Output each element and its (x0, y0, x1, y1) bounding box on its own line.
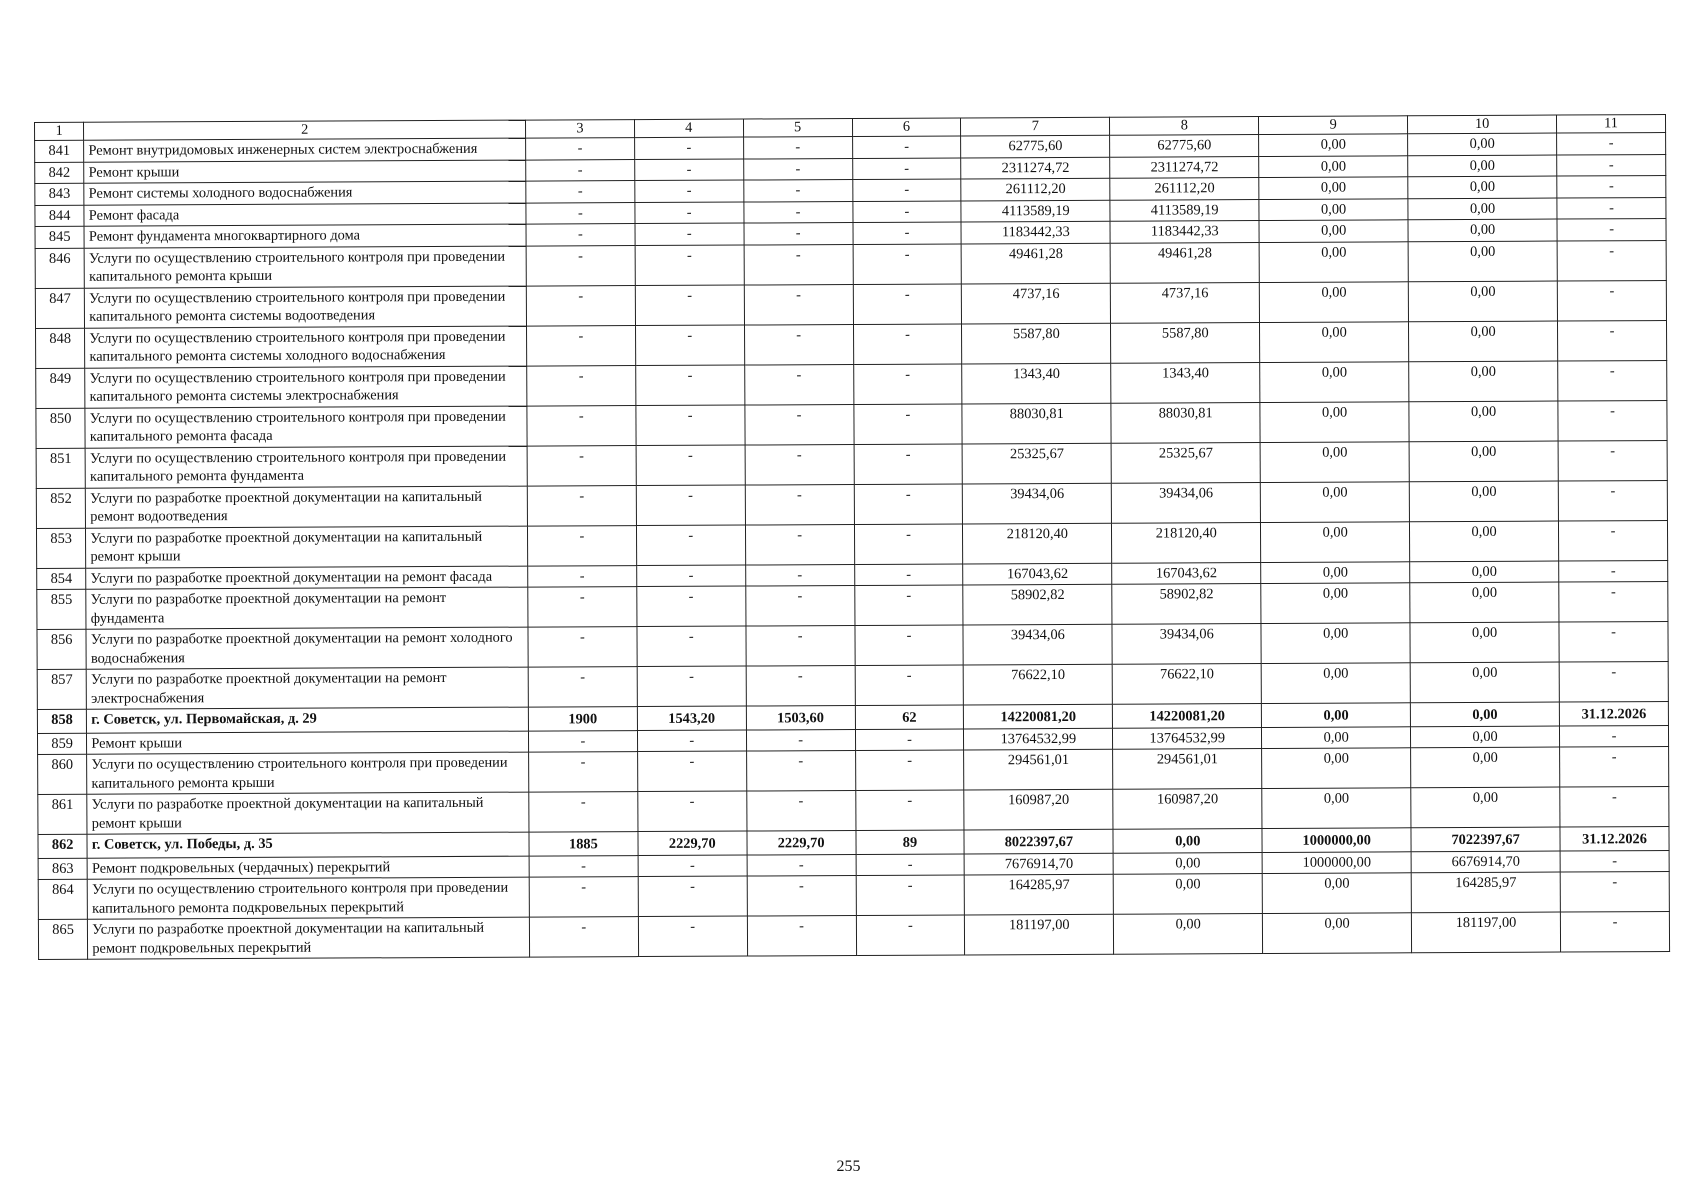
budget-cost-cell: 0,00 (1261, 583, 1410, 624)
owners-cost-cell: 0,00 (1409, 361, 1558, 402)
fund-cost-cell: 1343,40 (1111, 362, 1260, 403)
budget-cost-cell: 0,00 (1260, 441, 1409, 482)
area-living-cell: - (634, 159, 743, 181)
work-description-cell: Услуги по осуществлению строительного контроля при проведении капитального ремонта фасада (85, 406, 527, 448)
total-cost-cell: 164285,97 (965, 874, 1114, 915)
area-cell: - (527, 405, 636, 446)
residents-cell: - (855, 665, 964, 706)
area-residential-cell: - (743, 180, 852, 202)
total-cost-cell: 1183442,33 (961, 221, 1110, 243)
total-cost-cell: 25325,67 (962, 443, 1111, 484)
area-cell: - (529, 877, 638, 918)
work-description-cell: Услуги по осуществлению строительного контроля при проведении капитального ремонта фундамента (85, 446, 527, 488)
owners-cost-cell: 0,00 (1408, 176, 1557, 198)
area-living-cell: - (636, 445, 745, 486)
area-residential-cell: 2229,70 (747, 830, 856, 854)
total-cost-cell: 167043,62 (963, 563, 1112, 585)
owners-cost-cell: 0,00 (1408, 155, 1557, 177)
area-cell: - (529, 792, 638, 833)
area-residential-cell: - (743, 137, 852, 159)
area-cell: - (526, 285, 635, 326)
area-residential-cell: - (745, 404, 854, 445)
area-living-cell: - (635, 325, 744, 366)
total-cost-cell: 8022397,67 (964, 829, 1113, 853)
owners-cost-cell: 164285,97 (1411, 872, 1560, 913)
owners-cost-cell: 6676914,70 (1411, 851, 1560, 873)
work-description-cell: Услуги по разработке проектной документации на ремонт фундамента (86, 587, 528, 629)
area-living-cell: - (636, 565, 745, 587)
area-living-cell: - (638, 916, 747, 957)
document-sheet (34, 114, 1670, 960)
residents-cell: - (852, 136, 961, 158)
owners-cost-cell: 0,00 (1410, 662, 1559, 703)
total-cost-cell: 4113589,19 (961, 200, 1110, 222)
fund-cost-cell: 58902,82 (1112, 584, 1261, 625)
residents-cell: - (856, 915, 965, 956)
total-cost-cell: 1343,40 (962, 363, 1111, 404)
fund-cost-cell: 160987,20 (1113, 789, 1262, 830)
residents-cell: 62 (855, 705, 964, 729)
fund-cost-cell: 14220081,20 (1113, 704, 1262, 728)
deadline-cell: - (1560, 747, 1669, 788)
owners-cost-cell: 0,00 (1409, 401, 1558, 442)
total-cost-cell: 181197,00 (965, 914, 1114, 955)
row-number-cell: 856 (37, 629, 86, 669)
deadline-cell: - (1559, 582, 1668, 623)
budget-cost-cell: 0,00 (1259, 198, 1408, 220)
header-cell: 5 (743, 119, 852, 138)
budget-cost-cell: 0,00 (1260, 361, 1409, 402)
area-living-cell: - (638, 876, 747, 917)
fund-cost-cell: 2311274,72 (1110, 156, 1259, 178)
fund-cost-cell: 0,00 (1113, 829, 1262, 853)
area-living-cell: - (637, 626, 746, 667)
work-description-cell: Ремонт подкровельных (чердачных) перекрытий (87, 856, 529, 880)
area-cell: - (526, 181, 635, 203)
deadline-cell: - (1557, 154, 1666, 176)
owners-cost-cell: 0,00 (1408, 219, 1557, 241)
total-cost-cell: 294561,01 (964, 749, 1113, 790)
deadline-cell: - (1557, 197, 1666, 219)
fund-cost-cell: 261112,20 (1110, 178, 1259, 200)
fund-cost-cell: 218120,40 (1112, 522, 1261, 563)
deadline-cell: - (1559, 560, 1668, 582)
residents-cell: - (854, 585, 963, 626)
area-living-cell: - (638, 855, 747, 877)
area-living-cell: - (635, 365, 744, 406)
area-living-cell: - (635, 180, 744, 202)
area-residential-cell: - (744, 284, 853, 325)
area-cell: - (528, 667, 637, 708)
residents-cell: - (855, 728, 964, 750)
budget-cost-cell: 0,00 (1260, 321, 1409, 362)
total-cost-cell: 49461,28 (961, 243, 1110, 284)
deadline-cell: - (1557, 240, 1666, 281)
budget-cost-cell: 0,00 (1260, 401, 1409, 442)
residents-cell: - (854, 563, 963, 585)
owners-cost-cell: 0,00 (1410, 561, 1559, 583)
area-living-cell: - (634, 137, 743, 159)
residents-cell: - (852, 179, 961, 201)
row-number-cell: 851 (36, 448, 85, 488)
row-number-cell: 852 (36, 488, 85, 528)
residents-cell: - (854, 625, 963, 666)
deadline-cell: - (1558, 480, 1667, 521)
budget-cost-cell: 0,00 (1262, 726, 1411, 748)
area-living-cell: - (638, 791, 747, 832)
work-description-cell: Услуги по разработке проектной документации на капитальный ремонт крыши (86, 526, 528, 568)
work-description-cell: Услуги по разработке проектной документации на капитальный ремонт подкровельных перекрытий (88, 917, 530, 959)
area-living-cell: - (636, 485, 745, 526)
residents-cell: 89 (855, 830, 964, 854)
area-cell: 1885 (529, 832, 638, 856)
deadline-cell: - (1558, 320, 1667, 361)
row-number-cell: 842 (35, 162, 84, 184)
total-cost-cell: 62775,60 (961, 135, 1110, 157)
owners-cost-cell: 0,00 (1410, 622, 1559, 663)
row-number-cell: 853 (36, 528, 85, 568)
area-living-cell: - (637, 666, 746, 707)
residents-cell: - (853, 403, 962, 444)
area-cell: - (526, 159, 635, 181)
area-residential-cell: - (746, 729, 855, 751)
fund-cost-cell: 76622,10 (1112, 664, 1261, 705)
fund-cost-cell: 62775,60 (1110, 135, 1259, 157)
header-cell: 9 (1259, 116, 1408, 135)
fund-cost-cell: 39434,06 (1112, 482, 1261, 523)
area-cell: - (528, 587, 637, 628)
area-residential-cell: 1503,60 (746, 705, 855, 729)
deadline-cell: - (1558, 440, 1667, 481)
deadline-cell: - (1560, 872, 1669, 913)
header-cell: 3 (525, 120, 634, 139)
residents-cell: - (853, 323, 962, 364)
area-residential-cell: - (747, 875, 856, 916)
fund-cost-cell: 1183442,33 (1110, 221, 1259, 243)
owners-cost-cell: 0,00 (1410, 702, 1559, 726)
owners-cost-cell: 0,00 (1408, 198, 1557, 220)
residents-cell: - (854, 523, 963, 564)
header-cell: 10 (1408, 115, 1557, 134)
budget-cost-cell: 0,00 (1262, 703, 1411, 727)
area-cell: 1900 (528, 707, 637, 731)
work-description-cell: Ремонт системы холодного водоснабжения (84, 181, 526, 205)
budget-cost-cell: 0,00 (1259, 134, 1408, 156)
header-cell: 11 (1557, 115, 1666, 134)
total-cost-cell: 7676914,70 (964, 853, 1113, 875)
area-living-cell: - (635, 245, 744, 286)
area-residential-cell: - (745, 444, 854, 485)
area-residential-cell: - (746, 625, 855, 666)
owners-cost-cell: 0,00 (1408, 133, 1557, 155)
area-cell: - (528, 565, 637, 587)
residents-cell: - (853, 363, 962, 404)
row-number-cell: 859 (37, 733, 86, 755)
row-number-cell: 857 (37, 669, 86, 709)
total-cost-cell: 39434,06 (963, 483, 1112, 524)
work-description-cell: Ремонт фундамента многоквартирного дома (84, 224, 526, 248)
area-residential-cell: - (746, 665, 855, 706)
row-number-cell: 864 (38, 879, 87, 919)
area-living-cell: - (635, 223, 744, 245)
area-living-cell: - (635, 285, 744, 326)
work-description-cell: Ремонт фасада (84, 203, 526, 227)
total-cost-cell: 2311274,72 (961, 157, 1110, 179)
fund-cost-cell: 4113589,19 (1110, 199, 1259, 221)
row-number-cell: 849 (36, 368, 85, 408)
budget-cost-cell: 0,00 (1261, 561, 1410, 583)
deadline-cell: - (1559, 662, 1668, 703)
work-description-cell: Услуги по осуществлению строительного контроля при проведении капитального ремонта системы холодного водоснабжения (85, 326, 527, 368)
deadline-cell: - (1560, 787, 1669, 828)
deadline-cell: - (1560, 912, 1669, 953)
row-number-cell: 854 (37, 568, 86, 590)
area-cell: - (526, 202, 635, 224)
owners-cost-cell: 7022397,67 (1411, 827, 1560, 851)
deadline-cell: - (1559, 622, 1668, 663)
area-residential-cell: - (743, 158, 852, 180)
row-number-cell: 844 (35, 205, 84, 227)
residents-cell: - (852, 157, 961, 179)
area-living-cell: - (637, 586, 746, 627)
table-body (35, 133, 1670, 960)
area-living-cell: - (636, 525, 745, 566)
residents-cell: - (853, 222, 962, 244)
deadline-cell: 31.12.2026 (1559, 702, 1668, 726)
work-description-cell: Ремонт крыши (87, 731, 529, 755)
budget-cost-cell: 0,00 (1262, 748, 1411, 789)
budget-cost-cell: 0,00 (1259, 155, 1408, 177)
fund-cost-cell: 0,00 (1113, 852, 1262, 874)
work-description-cell: Услуги по осуществлению строительного контроля при проведении капитального ремонта системы водоотведения (85, 286, 527, 328)
residents-cell: - (855, 750, 964, 791)
residents-cell: - (855, 790, 964, 831)
row-number-cell: 861 (38, 794, 87, 834)
area-living-cell: - (635, 202, 744, 224)
header-cell: 1 (35, 122, 84, 140)
budget-cost-cell: 0,00 (1262, 788, 1411, 829)
total-cost-cell: 261112,20 (961, 178, 1110, 200)
row-number-cell: 850 (36, 408, 85, 448)
total-cost-cell: 76622,10 (964, 664, 1113, 705)
area-residential-cell: - (747, 915, 856, 956)
area-living-cell: 2229,70 (638, 831, 747, 855)
owners-cost-cell: 0,00 (1410, 582, 1559, 623)
owners-cost-cell: 0,00 (1409, 441, 1558, 482)
header-cell: 6 (852, 118, 961, 137)
total-cost-cell: 5587,80 (962, 323, 1111, 364)
page-number: 255 (836, 1158, 861, 1175)
owners-cost-cell: 0,00 (1410, 521, 1559, 562)
fund-cost-cell: 39434,06 (1112, 624, 1261, 665)
area-living-cell: - (637, 730, 746, 752)
residents-cell: - (853, 243, 962, 284)
fund-cost-cell: 13764532,99 (1113, 727, 1262, 749)
budget-cost-cell: 0,00 (1259, 177, 1408, 199)
area-cell: - (529, 917, 638, 958)
area-residential-cell: - (744, 364, 853, 405)
residents-cell: - (856, 853, 965, 875)
fund-cost-cell: 167043,62 (1112, 562, 1261, 584)
total-cost-cell: 39434,06 (963, 624, 1112, 665)
total-cost-cell: 14220081,20 (964, 704, 1113, 728)
table-row (38, 912, 1669, 960)
deadline-cell: - (1559, 520, 1668, 561)
total-cost-cell: 13764532,99 (964, 728, 1113, 750)
work-description-cell: Услуги по осуществлению строительного контроля при проведении капитального ремонта подкровельных перекрытий (87, 877, 529, 919)
residents-cell: - (853, 283, 962, 324)
work-description-cell: Услуги по осуществлению строительного контроля при проведении капитального ремонта системы электроснабжения (85, 366, 527, 408)
work-description-cell: Ремонт внутридомовых инженерных систем электроснабжения (84, 138, 526, 162)
work-description-cell: г. Советск, ул. Победы, д. 35 (87, 832, 529, 858)
header-cell: 2 (84, 120, 526, 140)
work-description-cell: Услуги по разработке проектной документации на ремонт электроснабжения (86, 667, 528, 709)
total-cost-cell: 88030,81 (962, 403, 1111, 444)
work-description-cell: Ремонт крыши (84, 160, 526, 184)
row-number-cell: 841 (35, 140, 84, 162)
row-number-cell: 862 (38, 834, 87, 858)
work-description-cell: Услуги по осуществлению строительного контроля при проведении капитального ремонта крыши (87, 752, 529, 794)
deadline-cell: - (1557, 133, 1666, 155)
area-living-cell: 1543,20 (637, 706, 746, 730)
area-living-cell: - (637, 751, 746, 792)
budget-cost-cell: 0,00 (1259, 220, 1408, 242)
budget-cost-cell: 0,00 (1261, 521, 1410, 562)
row-number-cell: 858 (37, 709, 86, 733)
fund-cost-cell: 0,00 (1114, 914, 1263, 955)
row-number-cell: 843 (35, 183, 84, 205)
deadline-cell: - (1557, 219, 1666, 241)
owners-cost-cell: 0,00 (1409, 321, 1558, 362)
area-living-cell: - (636, 405, 745, 446)
row-number-cell: 848 (36, 328, 85, 368)
work-description-cell: Услуги по разработке проектной документации на капитальный ремонт крыши (87, 792, 529, 834)
area-residential-cell: - (745, 585, 854, 626)
repair-program-table (34, 114, 1670, 960)
area-cell: - (527, 485, 636, 526)
deadline-cell: 31.12.2026 (1560, 827, 1669, 851)
area-cell: - (527, 445, 636, 486)
budget-cost-cell: 1000000,00 (1262, 851, 1411, 873)
area-cell: - (528, 627, 637, 668)
total-cost-cell: 218120,40 (963, 523, 1112, 564)
area-residential-cell: - (747, 854, 856, 876)
budget-cost-cell: 1000000,00 (1262, 828, 1411, 852)
owners-cost-cell: 0,00 (1411, 726, 1560, 748)
budget-cost-cell: 0,00 (1261, 663, 1410, 704)
area-residential-cell: - (744, 244, 853, 285)
area-residential-cell: - (744, 201, 853, 223)
deadline-cell: - (1557, 176, 1666, 198)
deadline-cell: - (1558, 360, 1667, 401)
total-cost-cell: 4737,16 (962, 283, 1111, 324)
area-cell: - (529, 855, 638, 877)
header-cell: 7 (961, 117, 1110, 136)
deadline-cell: - (1557, 280, 1666, 321)
row-number-cell: 863 (38, 858, 87, 880)
area-cell: - (527, 525, 636, 566)
row-number-cell: 847 (35, 288, 84, 328)
fund-cost-cell: 88030,81 (1111, 402, 1260, 443)
owners-cost-cell: 181197,00 (1412, 912, 1561, 953)
header-cell: 4 (634, 119, 743, 138)
area-residential-cell: - (745, 524, 854, 565)
area-cell: - (526, 245, 635, 286)
area-residential-cell: - (744, 223, 853, 245)
row-number-cell: 865 (38, 919, 87, 959)
fund-cost-cell: 5587,80 (1111, 322, 1260, 363)
deadline-cell: - (1560, 850, 1669, 872)
fund-cost-cell: 0,00 (1113, 874, 1262, 915)
area-cell: - (527, 365, 636, 406)
row-number-cell: 845 (35, 226, 84, 248)
work-description-cell: Услуги по разработке проектной документации на ремонт фасада (86, 566, 528, 590)
deadline-cell: - (1558, 400, 1667, 441)
header-cell: 8 (1110, 117, 1259, 136)
fund-cost-cell: 49461,28 (1110, 242, 1259, 283)
owners-cost-cell: 0,00 (1409, 481, 1558, 522)
area-residential-cell: - (746, 790, 855, 831)
budget-cost-cell: 0,00 (1263, 913, 1412, 954)
area-residential-cell: - (745, 564, 854, 586)
area-residential-cell: - (745, 484, 854, 525)
area-cell: - (529, 752, 638, 793)
budget-cost-cell: 0,00 (1260, 481, 1409, 522)
work-description-cell: Услуги по разработке проектной документации на капитальный ремонт водоотведения (86, 486, 528, 528)
residents-cell: - (854, 443, 963, 484)
area-cell: - (526, 224, 635, 246)
fund-cost-cell: 4737,16 (1111, 282, 1260, 323)
area-residential-cell: - (744, 324, 853, 365)
total-cost-cell: 160987,20 (964, 789, 1113, 830)
work-description-cell: Услуги по осуществлению строительного контроля при проведении капитального ремонта крыши (84, 246, 526, 288)
owners-cost-cell: 0,00 (1408, 241, 1557, 282)
work-description-cell: Услуги по разработке проектной документации на ремонт холодного водоснабжения (86, 627, 528, 669)
residents-cell: - (852, 200, 961, 222)
area-cell: - (526, 325, 635, 366)
budget-cost-cell: 0,00 (1262, 873, 1411, 914)
area-cell: - (528, 730, 637, 752)
owners-cost-cell: 0,00 (1411, 787, 1560, 828)
work-description-cell: г. Советск, ул. Первомайская, д. 29 (87, 707, 529, 733)
residents-cell: - (854, 483, 963, 524)
budget-cost-cell: 0,00 (1260, 281, 1409, 322)
budget-cost-cell: 0,00 (1261, 623, 1410, 664)
row-number-cell: 846 (35, 248, 84, 288)
area-cell: - (526, 138, 635, 160)
area-residential-cell: - (746, 750, 855, 791)
deadline-cell: - (1560, 725, 1669, 747)
fund-cost-cell: 25325,67 (1111, 442, 1260, 483)
residents-cell: - (856, 875, 965, 916)
owners-cost-cell: 0,00 (1408, 281, 1557, 322)
row-number-cell: 860 (38, 754, 87, 794)
owners-cost-cell: 0,00 (1411, 747, 1560, 788)
row-number-cell: 855 (37, 589, 86, 629)
total-cost-cell: 58902,82 (963, 584, 1112, 625)
budget-cost-cell: 0,00 (1259, 241, 1408, 282)
fund-cost-cell: 294561,01 (1113, 749, 1262, 790)
